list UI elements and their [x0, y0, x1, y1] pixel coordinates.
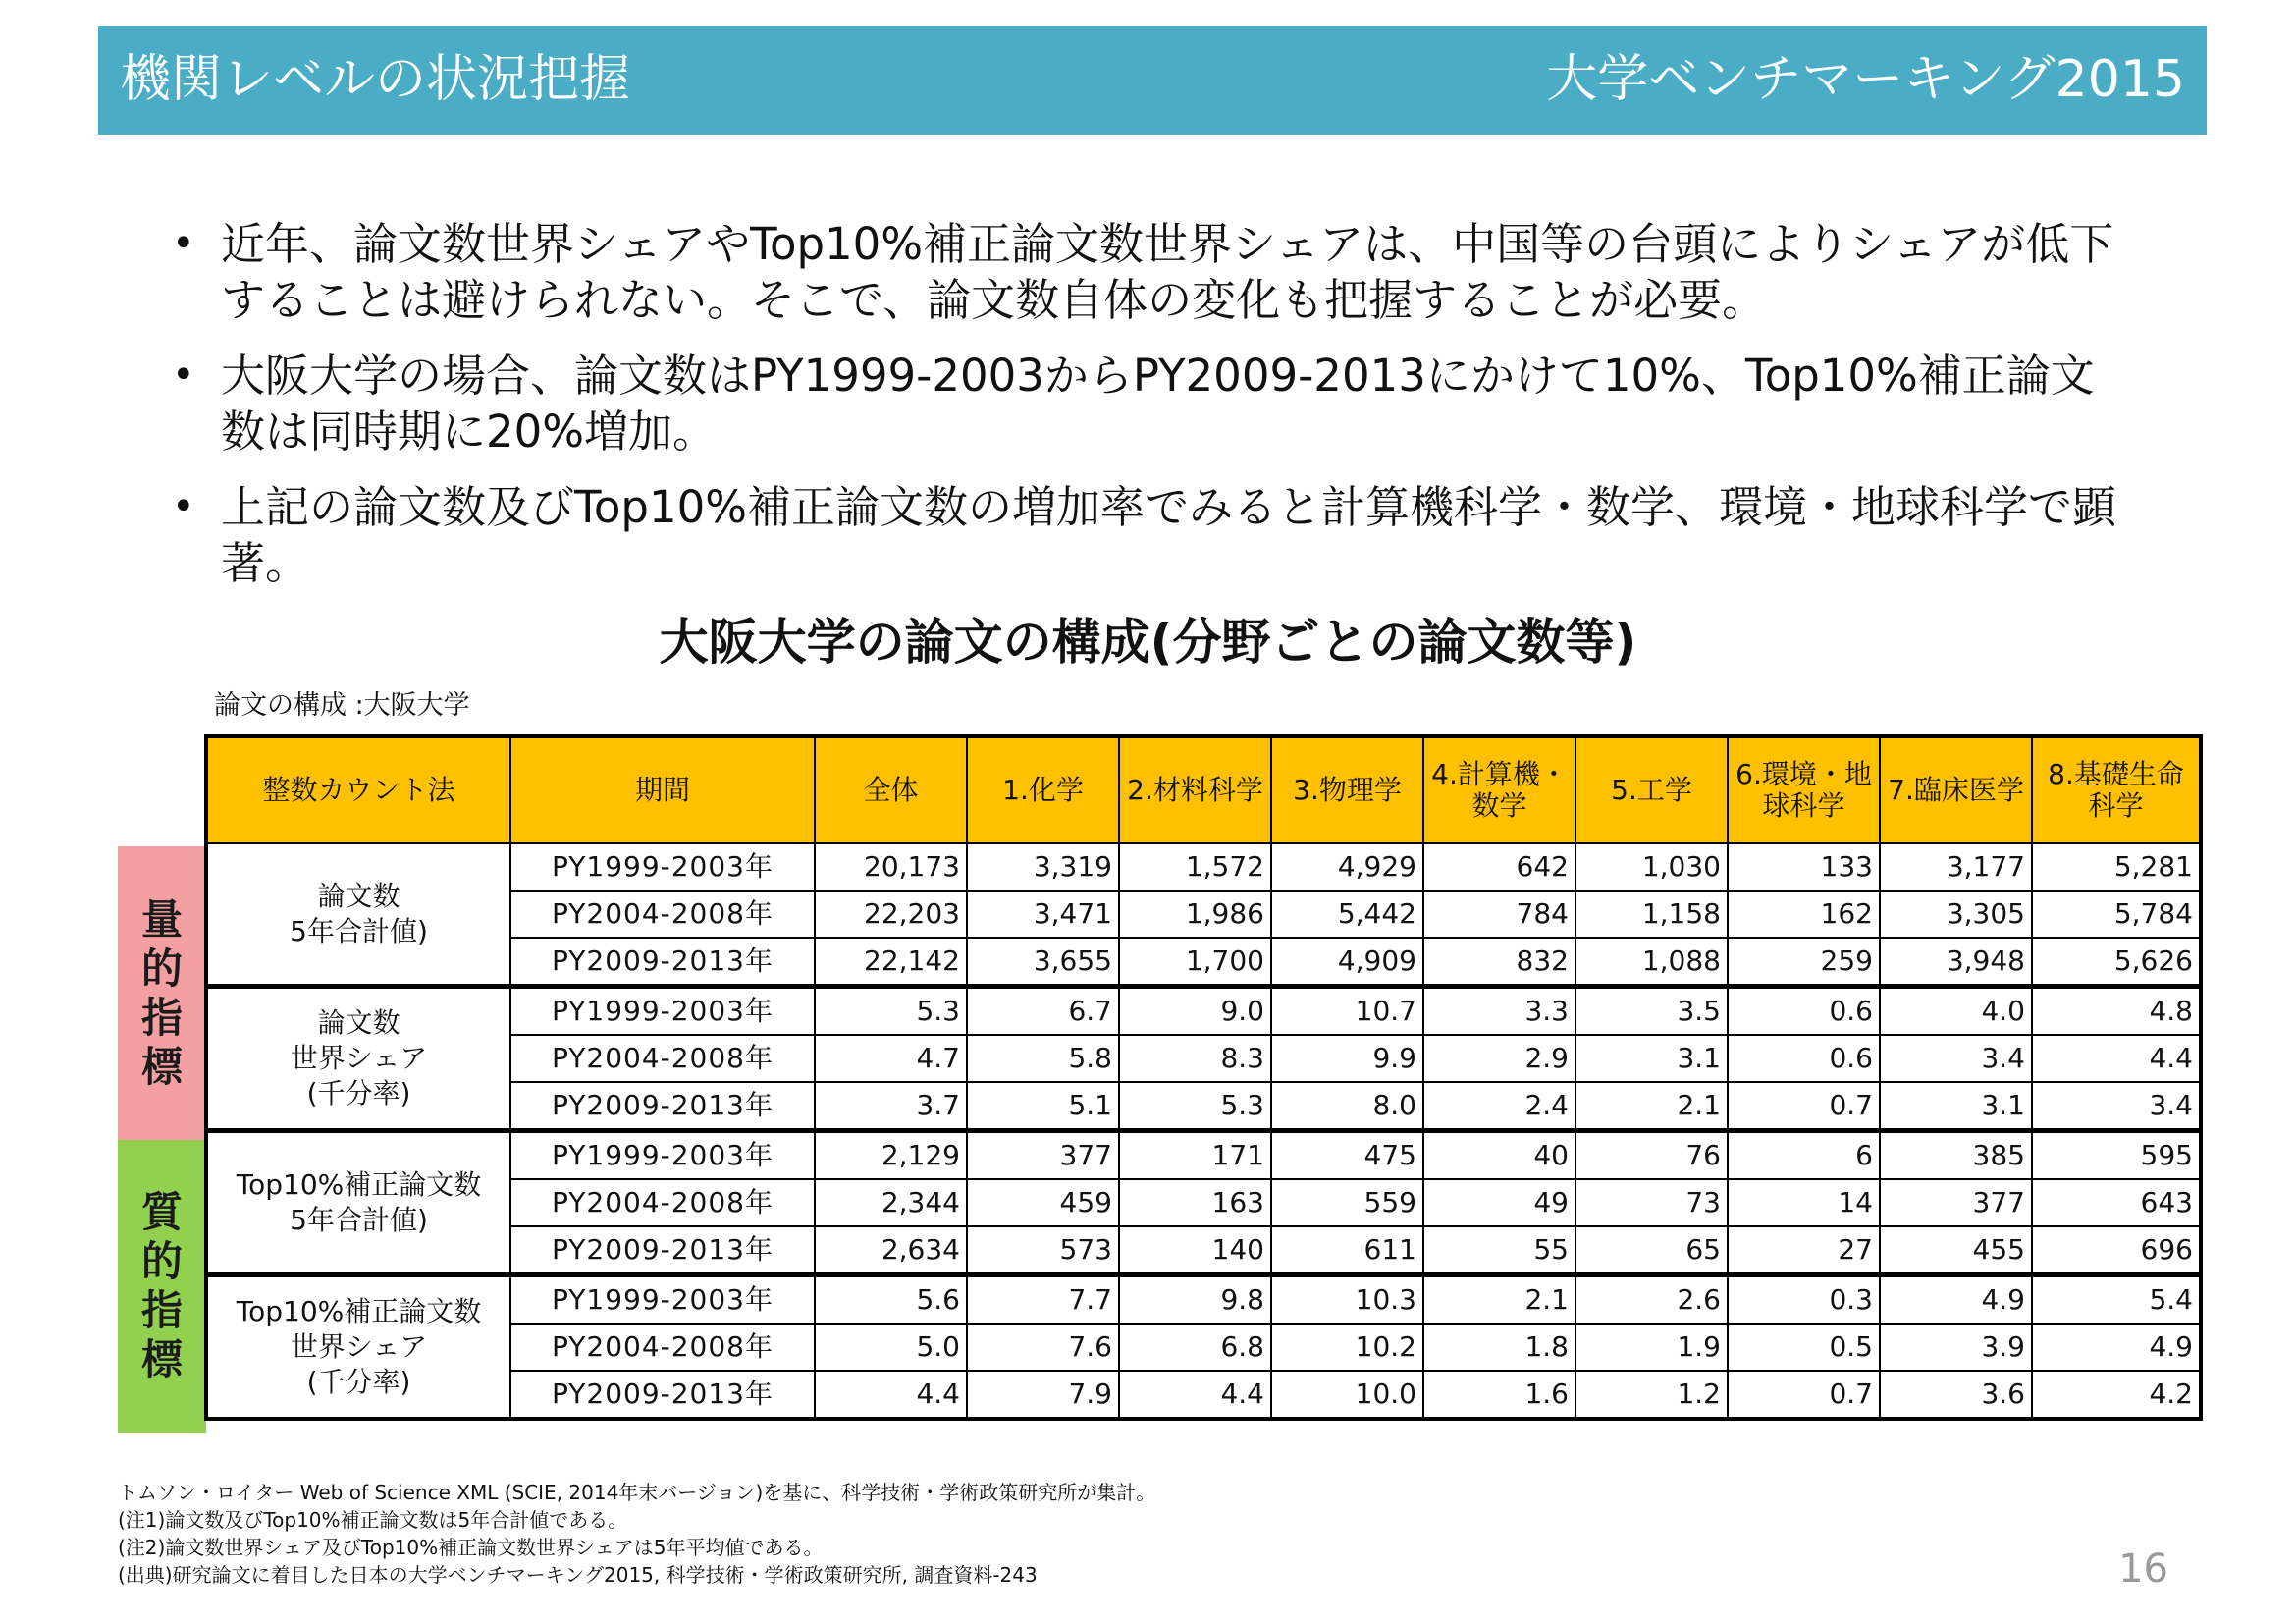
value-cell: 3.9 [1880, 1324, 2032, 1371]
row-group-label-line: 5年合計値) [290, 915, 428, 947]
value-cell: 162 [1728, 891, 1880, 938]
row-group-label-line: 論文数 [317, 880, 400, 912]
value-cell: 0.6 [1728, 1035, 1880, 1082]
footnotes [118, 1479, 1155, 1589]
period-cell: PY2004-2008年 [510, 1179, 815, 1226]
value-cell: 4.0 [1880, 987, 2032, 1036]
value-cell: 3,471 [967, 891, 1119, 938]
table-row [206, 1131, 2201, 1180]
value-cell: 163 [1119, 1179, 1271, 1226]
value-cell: 0.5 [1728, 1324, 1880, 1371]
bullet-text: 近年、論文数世界シェアやTop10%補正論文数世界シェアは、中国等の台頭によりシェアが低下することは避けられない。そこで、論文数自体の変化も把握することが必要。 [221, 218, 2114, 326]
value-cell: 2,344 [815, 1179, 967, 1226]
value-cell: 76 [1575, 1131, 1728, 1180]
column-header: 5.工学 [1575, 736, 1728, 843]
side-char: 標 [140, 1042, 183, 1091]
value-cell: 1,986 [1119, 891, 1271, 938]
side-char: 指 [140, 1286, 183, 1334]
value-cell: 6.8 [1119, 1324, 1271, 1371]
value-cell: 8.0 [1271, 1082, 1423, 1131]
value-cell: 784 [1423, 891, 1575, 938]
table-header-row [206, 736, 2201, 843]
table-caption: 論文の構成 :大阪大学 [214, 690, 470, 721]
value-cell: 1,088 [1575, 938, 1728, 987]
value-cell: 5.6 [815, 1275, 967, 1325]
value-cell: 5,442 [1271, 891, 1423, 938]
value-cell: 4,909 [1271, 938, 1423, 987]
bullet-item [172, 216, 2135, 328]
value-cell: 5.4 [2032, 1275, 2201, 1325]
value-cell: 1.9 [1575, 1324, 1728, 1371]
value-cell: 573 [967, 1226, 1119, 1275]
value-cell: 2,634 [815, 1226, 967, 1275]
row-group-label [206, 843, 510, 987]
bullet-item [172, 479, 2135, 591]
table-row [206, 1275, 2201, 1325]
value-cell: 1,572 [1119, 843, 1271, 891]
value-cell: 595 [2032, 1131, 2201, 1180]
column-header: 全体 [815, 736, 967, 843]
footnote: (注2)論文数世界シェア及びTop10%補正論文数世界シェアは5年平均値である。 [118, 1536, 824, 1559]
value-cell: 5.3 [1119, 1082, 1271, 1131]
value-cell: 55 [1423, 1226, 1575, 1275]
value-cell: 3.6 [1880, 1371, 2032, 1419]
side-char: 的 [140, 1237, 183, 1285]
value-cell: 5.0 [815, 1324, 967, 1371]
value-cell: 14 [1728, 1179, 1880, 1226]
period-cell: PY2009-2013年 [510, 1371, 815, 1419]
side-char: 量 [140, 894, 183, 944]
side-char: 指 [140, 993, 183, 1042]
value-cell: 6 [1728, 1131, 1880, 1180]
value-cell: 2.1 [1423, 1275, 1575, 1325]
value-cell: 9.0 [1119, 987, 1271, 1036]
value-cell: 377 [967, 1131, 1119, 1180]
value-cell: 10.7 [1271, 987, 1423, 1036]
period-cell: PY1999-2003年 [510, 1275, 815, 1325]
value-cell: 8.3 [1119, 1035, 1271, 1082]
footnote: トムソン・ロイター Web of Science XML (SCIE, 2014年末バージョン)を基に、科学技術・学術政策研究所が集計。 [118, 1481, 1156, 1504]
value-cell: 10.0 [1271, 1371, 1423, 1419]
bullet-marker: • [172, 221, 195, 266]
value-cell: 1,700 [1119, 938, 1271, 987]
value-cell: 4.9 [2032, 1324, 2201, 1371]
period-cell: PY1999-2003年 [510, 987, 815, 1036]
row-group-label-line: 世界シェア [290, 1042, 428, 1074]
value-cell: 475 [1271, 1131, 1423, 1180]
side-char: 標 [140, 1335, 183, 1383]
value-cell: 3,305 [1880, 891, 2032, 938]
column-header: 1.化学 [967, 736, 1119, 843]
value-cell: 0.7 [1728, 1371, 1880, 1419]
slide-header [98, 26, 2207, 135]
value-cell: 455 [1880, 1226, 2032, 1275]
value-cell: 2.9 [1423, 1035, 1575, 1082]
value-cell: 3,319 [967, 843, 1119, 891]
value-cell: 27 [1728, 1226, 1880, 1275]
value-cell: 3.1 [1575, 1035, 1728, 1082]
value-cell: 4.4 [2032, 1035, 2201, 1082]
value-cell: 9.8 [1119, 1275, 1271, 1325]
row-group-label [206, 1275, 510, 1420]
value-cell: 140 [1119, 1226, 1271, 1275]
bullet-marker: • [172, 352, 195, 398]
value-cell: 20,173 [815, 843, 967, 891]
value-cell: 1,158 [1575, 891, 1728, 938]
value-cell: 0.7 [1728, 1082, 1880, 1131]
quantity-indicator-label [118, 846, 206, 1140]
value-cell: 22,203 [815, 891, 967, 938]
row-group-label-line: Top10%補正論文数 [236, 1295, 482, 1327]
bullet-list [172, 216, 2135, 611]
table-title: 大阪大学の論文の構成(分野ごとの論文数等) [659, 614, 1637, 671]
column-header: 3.物理学 [1271, 736, 1423, 843]
bullet-marker: • [172, 484, 195, 529]
period-cell: PY2009-2013年 [510, 1226, 815, 1275]
value-cell: 4.9 [1880, 1275, 2032, 1325]
value-cell: 22,142 [815, 938, 967, 987]
column-header: 整数カウント法 [206, 736, 510, 843]
value-cell: 696 [2032, 1226, 2201, 1275]
value-cell: 5,281 [2032, 843, 2201, 891]
value-cell: 642 [1423, 843, 1575, 891]
bullet-text: 大阪大学の場合、論文数はPY1999-2003からPY2009-2013にかけて10%、Top10%補正論文数は同時期に20%増加。 [221, 350, 2095, 458]
period-cell: PY1999-2003年 [510, 843, 815, 891]
value-cell: 3,948 [1880, 938, 2032, 987]
value-cell: 0.6 [1728, 987, 1880, 1036]
column-header: 8.基礎生命科学 [2032, 736, 2201, 843]
value-cell: 5.8 [967, 1035, 1119, 1082]
period-cell: PY2004-2008年 [510, 1324, 815, 1371]
row-group-label-line: 5年合計値) [290, 1204, 428, 1236]
value-cell: 5.3 [815, 987, 967, 1036]
value-cell: 73 [1575, 1179, 1728, 1226]
row-group-label [206, 987, 510, 1131]
value-cell: 9.9 [1271, 1035, 1423, 1082]
value-cell: 3.7 [815, 1082, 967, 1131]
row-group-label-line: Top10%補正論文数 [236, 1168, 482, 1201]
slide-brand: 大学ベンチマーキング2015 [1546, 50, 2185, 109]
value-cell: 643 [2032, 1179, 2201, 1226]
quality-indicator-label [118, 1140, 206, 1433]
value-cell: 559 [1271, 1179, 1423, 1226]
column-header: 期間 [510, 736, 815, 843]
value-cell: 832 [1423, 938, 1575, 987]
value-cell: 4.4 [815, 1371, 967, 1419]
column-header: 7.臨床医学 [1880, 736, 2032, 843]
value-cell: 133 [1728, 843, 1880, 891]
value-cell: 6.7 [967, 987, 1119, 1036]
value-cell: 4.4 [1119, 1371, 1271, 1419]
row-group-label [206, 1131, 510, 1275]
value-cell: 3.3 [1423, 987, 1575, 1036]
value-cell: 7.6 [967, 1324, 1119, 1371]
value-cell: 3,177 [1880, 843, 2032, 891]
value-cell: 4.7 [815, 1035, 967, 1082]
value-cell: 10.2 [1271, 1324, 1423, 1371]
value-cell: 0.3 [1728, 1275, 1880, 1325]
row-group-label-line: (千分率) [306, 1077, 411, 1110]
period-cell: PY2009-2013年 [510, 938, 815, 987]
value-cell: 1.6 [1423, 1371, 1575, 1419]
value-cell: 259 [1728, 938, 1880, 987]
column-header: 2.材料科学 [1119, 736, 1271, 843]
footnote: (注1)論文数及びTop10%補正論文数は5年合計値である。 [118, 1508, 628, 1532]
period-cell: PY2004-2008年 [510, 891, 815, 938]
value-cell: 171 [1119, 1131, 1271, 1180]
value-cell: 611 [1271, 1226, 1423, 1275]
value-cell: 2.6 [1575, 1275, 1728, 1325]
value-cell: 459 [967, 1179, 1119, 1226]
table-row [206, 987, 2201, 1036]
value-cell: 7.7 [967, 1275, 1119, 1325]
slide-title: 機関レベルの状況把握 [120, 50, 631, 109]
period-cell: PY2004-2008年 [510, 1035, 815, 1082]
value-cell: 4.2 [2032, 1371, 2201, 1419]
value-cell: 49 [1423, 1179, 1575, 1226]
value-cell: 4,929 [1271, 843, 1423, 891]
value-cell: 2,129 [815, 1131, 967, 1180]
side-char: 質 [140, 1188, 183, 1236]
footnote: (出典)研究論文に着目した日本の大学ベンチマーキング2015, 科学技術・学術政策研究所, 調査資料-243 [118, 1563, 1038, 1587]
value-cell: 65 [1575, 1226, 1728, 1275]
value-cell: 5,626 [2032, 938, 2201, 987]
value-cell: 1,030 [1575, 843, 1728, 891]
table-row [206, 843, 2201, 891]
value-cell: 5.1 [967, 1082, 1119, 1131]
row-group-label-line: (千分率) [306, 1366, 411, 1398]
value-cell: 10.3 [1271, 1275, 1423, 1325]
value-cell: 3.1 [1880, 1082, 2032, 1131]
value-cell: 40 [1423, 1131, 1575, 1180]
page-number: 16 [2118, 1546, 2168, 1592]
value-cell: 385 [1880, 1131, 2032, 1180]
value-cell: 2.1 [1575, 1082, 1728, 1131]
row-group-label-line: 論文数 [317, 1006, 400, 1039]
side-char: 的 [140, 944, 183, 993]
value-cell: 4.8 [2032, 987, 2201, 1036]
value-cell: 1.8 [1423, 1324, 1575, 1371]
value-cell: 3.5 [1575, 987, 1728, 1036]
value-cell: 1.2 [1575, 1371, 1728, 1419]
value-cell: 377 [1880, 1179, 2032, 1226]
value-cell: 5,784 [2032, 891, 2201, 938]
value-cell: 3.4 [2032, 1082, 2201, 1131]
row-group-label-line: 世界シェア [290, 1330, 428, 1363]
period-cell: PY1999-2003年 [510, 1131, 815, 1180]
paper-composition-table [204, 734, 2203, 1421]
period-cell: PY2009-2013年 [510, 1082, 815, 1131]
column-header: 4.計算機・数学 [1423, 736, 1575, 843]
value-cell: 3.4 [1880, 1035, 2032, 1082]
bullet-text: 上記の論文数及びTop10%補正論文数の増加率でみると計算機科学・数学、環境・地球科学で顕著。 [221, 481, 2116, 589]
bullet-item [172, 348, 2135, 460]
value-cell: 7.9 [967, 1371, 1119, 1419]
value-cell: 2.4 [1423, 1082, 1575, 1131]
value-cell: 3,655 [967, 938, 1119, 987]
column-header: 6.環境・地球科学 [1728, 736, 1880, 843]
